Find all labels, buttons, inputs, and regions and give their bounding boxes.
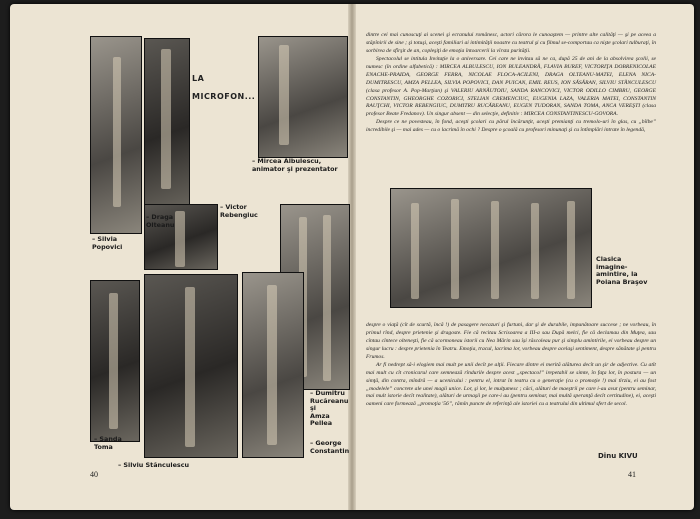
paragraph: Spectacolul se intitula Invitaţie la o aniversare. Cei care ne invitau să ne ca, după 25 de ani de la absolvirea şcolii, se numesc (în ordine alfabetică) : MIRCEA ALBULESCU, ION BULEANDRĂ, FLAVIA BUREF, VICTORIŢA DOBRENICOLAE ENACHE-PRAIDA, GEORGE FERRA, NICOLAE FLOCA-ACILENI, DRAGA OLTEANU-MATEI, ELENA NICA-DUMITRESCU, AMZA PELLEA, SILVIA POPOVICI, DAN PUICAN, EMIL REUS, ION SĂSĂRAN, SILVIU STĂNCULESCU (clasa profesor A. Pop-Marţian) şi VALERIU ARNĂUTOIU, SANDA RANCOVICI, VICTOR ODILLO CIMBRU, GEORGE CONSTANTIN, GHEORGHE COZORICI, STELIAN CREMENCIUC, EUGENIA LAZA, VALERIA MATEI, CONSTANTIN RAUŢCHI, VICTOR REBENGIUC, DUMITRU RUCĂREANU, EUGEN TUDORAN, SANDA TOMA, ANCA VEREŞTI (clasa profesor Beate Fredanov). Un singur absent — din selecţie, definitiv : MIRCEA CONSTANTINESCU-GOVORA. <box>366 55 656 118</box>
photo-george-constantin <box>242 272 304 458</box>
figure-shape <box>161 49 171 189</box>
figure-shape <box>267 285 277 445</box>
author-signature: Dinu KIVU <box>598 452 638 460</box>
figure-shape <box>109 293 118 429</box>
figure-shape <box>491 201 499 299</box>
figure-shape <box>185 287 195 447</box>
photo-draga-olteanu <box>144 38 190 212</box>
paragraph: dintre cei mai cunoscuţi ai scenei şi ecranului românesc, actori cărora le cunoaştem — printre alte calităţi — şi pe aceea a stăpînirii de sine ; şi totuşi, aceşti familiari ai intimităţii noastre cu teatrul şi cu filmul se-comportau ca nişte şcolari tulburaţi, în sorbirea de sfîrşit de an, copleşiţi de emoţia întoarcerii la vîrsta purităţii. <box>366 32 656 54</box>
figure-shape <box>113 57 121 207</box>
figure-shape <box>175 211 185 267</box>
caption-sanda-toma: – Sanda Toma <box>94 435 122 451</box>
figure-shape <box>279 45 289 145</box>
figure-shape <box>411 203 419 299</box>
figure-shape <box>531 203 539 299</box>
photo-silvia-popovici <box>90 36 142 234</box>
page-number-left: 40 <box>90 470 98 479</box>
paragraph: Ar fi nedrept să-i elogiem mai mult pe unii decît pe alţii. Fiecare dintre ei merită alăturea decît un şir de adjective. Cu atît mai mult cu cît cronicarul care semnează rîndurile despre acest „spectacol” irepetabil se simte, în faţa lor, în postura — un simţă, din contra, mîndră — a ucenicului : pentru el, intrat în teatru cu o generaţie (cu o promoţie !) mai tîrziu, ei au fost „modelele” concrete ale unei magii unice. Lor, şi lor, le mulţumesc ; căci, alături de maeştrii pe care i-au avut (pentru seminar, mai mult istorie decît realitate), alături de urmaşii pe care-i au (pentru seminar, mai multă speranţă decît certitudine), ei, aceşti oameni care formează „promoţia '56”, rămîn puncte de referinţă ale istoriei cu a teatrului din ultimul sfert de secol. <box>366 361 656 408</box>
figure-shape <box>451 199 459 299</box>
heading-la: LA <box>192 74 205 83</box>
article-text-top <box>366 32 656 135</box>
caption-mircea-albulescu: – Mircea Albulescu, animator şi prezentator <box>252 157 338 173</box>
article-text-bottom <box>366 322 656 409</box>
paragraph: Despre ce ne povesteau, în fond, aceşti şcolari cu părul încărunţit, aceşti premianţi cu tremolo-uri în glas, cu „bîlbe” incredibile şi — mai ades — cu o lacrimă în ochi ? Despre o şcoală cu profesori minunaţi şi cu întîmplări intrate în legendă, <box>366 119 656 134</box>
photo-sanda-toma <box>90 280 140 442</box>
paragraph: despre o viaţă (cît de scurtă, încă !) de pasagere necazuri şi furtuni, dar şi de durabile, impunătoare succese ; ne vorbeau, în primul rînd, despre prietenie şi dragoste. Fie că recitau Scrisoarea a III-a sau După melci, fie că declamau din Muţea, sau cîntau cîntece olteneşti, fie că scormoneau istorii cu Nea Mărin sau își răscoleau pur şi simplu amintirile, ei vorbeau despre un singur lucru : despre prietenia în Teatru. Emoţia, tracul, lacrima lor, vorbeau despre acelaşi sentiment, despre sănătate şi pentru Frumos. <box>366 322 656 360</box>
figure-shape <box>567 201 575 299</box>
caption-class-reunion: Clasica imagine-amintire, la Poiana Braşov <box>596 255 648 286</box>
caption-victor-rebengiuc: – Victor Rebengiuc <box>220 203 258 219</box>
right-page <box>356 4 694 510</box>
page-number-right: 41 <box>628 470 636 479</box>
photo-silviu-stanculescu <box>144 274 238 458</box>
photo-class-reunion <box>390 188 592 308</box>
caption-silvia-popovici: – Silvia Popovici <box>92 235 123 251</box>
left-page <box>10 4 348 510</box>
figure-shape <box>323 215 331 381</box>
photo-mircea-albulescu <box>258 36 348 158</box>
caption-george-constantin: – George Constantin <box>310 439 350 455</box>
heading-microfon: MICROFON... <box>192 92 256 101</box>
caption-silviu-stanculescu: – Silviu Stănculescu <box>118 461 190 469</box>
caption-draga-olteanu: – Draga Olteanu <box>146 213 175 229</box>
caption-dumitru-rucareanu-amza-pellea: – Dumitru Rucăreanu şi Amza Pellea <box>310 389 349 428</box>
